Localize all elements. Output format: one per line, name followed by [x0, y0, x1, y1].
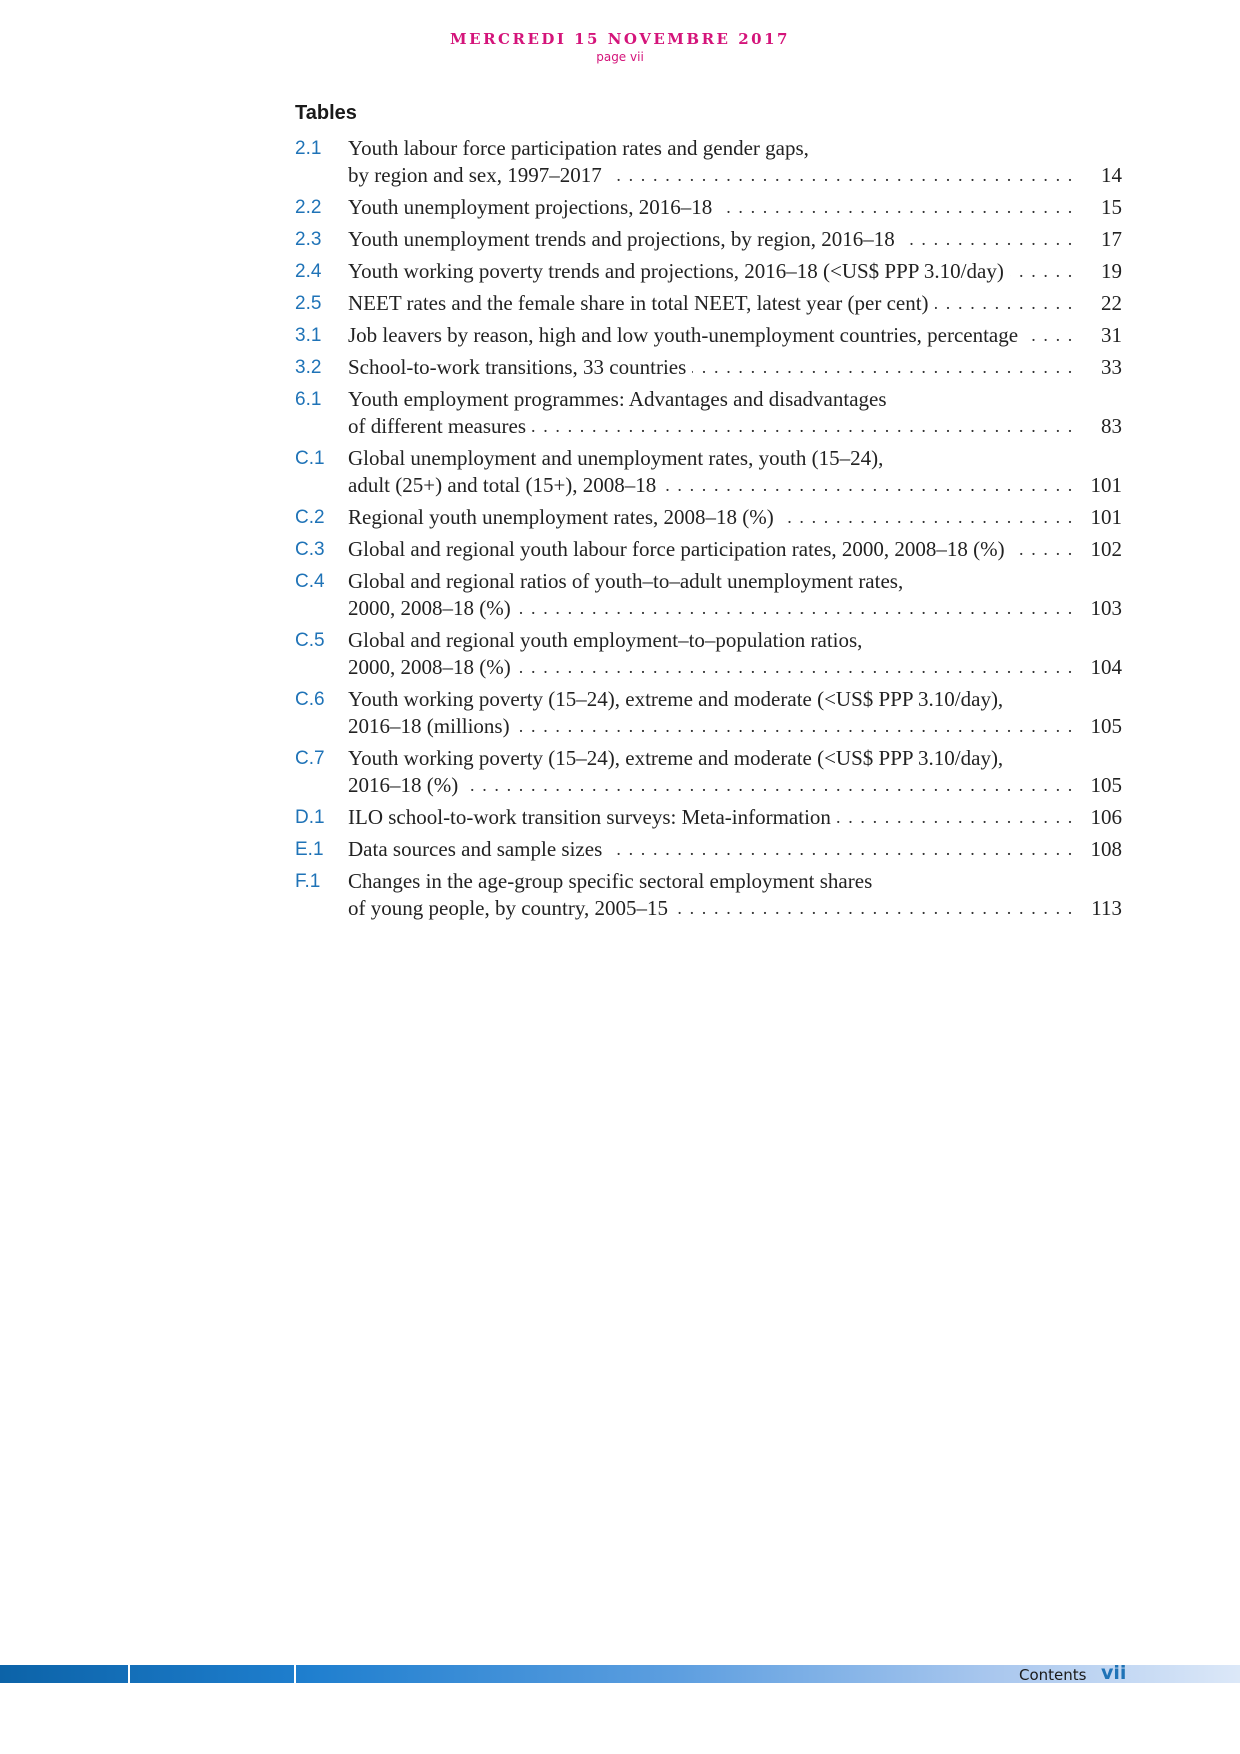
- header-page-number: page vii: [596, 50, 644, 64]
- toc-entry-number: 3.2: [295, 357, 322, 378]
- toc-entry-page: 14: [1101, 163, 1122, 187]
- toc-entry-title-line: 2000, 2008–18 (%): [348, 596, 517, 620]
- toc-entry[interactable]: [295, 836, 1122, 863]
- toc-entry-title-line: adult (25+) and total (15+), 2008–18: [348, 473, 662, 497]
- toc-entry-title-line: Youth employment programmes: Advantages and disadvantages: [348, 387, 887, 411]
- toc-entry-page: 108: [1090, 837, 1122, 861]
- toc-entry-page: 17: [1101, 227, 1122, 251]
- toc-entry-page: 19: [1101, 259, 1122, 283]
- toc-entry-number: C.3: [295, 539, 325, 560]
- toc-entry-page: 83: [1101, 414, 1122, 438]
- toc-entry-title-line: by region and sex, 1997–2017: [348, 163, 608, 187]
- toc-entry-title-line: Global and regional youth labour force participation rates, 2000, 2008–18 (%): [348, 537, 1011, 561]
- toc-entry-title-line: Youth working poverty (15–24), extreme and moderate (<US$ PPP 3.10/day),: [348, 687, 1004, 711]
- toc-entry-title-line: 2016–18 (%): [348, 773, 464, 797]
- toc-entry-title-line: NEET rates and the female share in total NEET, latest year (per cent): [348, 291, 935, 315]
- toc-entry-title-line: Youth unemployment projections, 2016–18: [348, 195, 718, 219]
- toc-entry-page: 103: [1090, 596, 1122, 620]
- toc-entry[interactable]: [295, 322, 1122, 349]
- toc-entry-title-line: School-to-work transitions, 33 countries: [348, 355, 692, 379]
- toc-entry-page: 105: [1090, 773, 1122, 797]
- toc-entry-title-line: Job leavers by reason, high and low youth-unemployment countries, percentage: [348, 323, 1024, 347]
- footer-page-number: vii: [1101, 1662, 1127, 1684]
- toc-entry-page: 106: [1090, 805, 1122, 829]
- toc-entry-page: 101: [1090, 505, 1122, 529]
- toc-entry-number: C.2: [295, 507, 325, 528]
- toc-entry[interactable]: [295, 536, 1122, 563]
- toc-entry-title-line: 2000, 2008–18 (%): [348, 655, 517, 679]
- toc-entry-number: C.6: [295, 689, 325, 710]
- toc-entry-number: 2.2: [295, 197, 322, 218]
- toc-entry-number: C.1: [295, 448, 325, 469]
- toc-entry-number: C.7: [295, 748, 325, 769]
- toc-entry[interactable]: [295, 504, 1122, 531]
- toc-entry-number: C.5: [295, 630, 325, 651]
- toc-entry-number: 3.1: [295, 325, 322, 346]
- toc-entry-page: 33: [1101, 355, 1122, 379]
- footer-bar-divider: [294, 1665, 296, 1683]
- toc-entry-page: 105: [1090, 714, 1122, 738]
- toc-entry-number: E.1: [295, 839, 324, 860]
- toc-entry-number: 2.1: [295, 138, 322, 159]
- toc-entry[interactable]: [295, 258, 1122, 285]
- toc-entry-title-line: of different measures: [348, 414, 532, 438]
- tables-list: [295, 135, 1122, 927]
- toc-entry-number: D.1: [295, 807, 325, 828]
- toc-entry-number: 2.3: [295, 229, 322, 250]
- toc-entry-number: C.4: [295, 571, 325, 592]
- section-title: Tables: [295, 102, 357, 124]
- toc-entry-number: 2.4: [295, 261, 322, 282]
- toc-entry-title-line: Youth labour force participation rates and gender gaps,: [348, 136, 809, 160]
- toc-entry[interactable]: [295, 135, 1122, 189]
- toc-entry-title-line: Global unemployment and unemployment rates, youth (15–24),: [348, 446, 884, 470]
- toc-entry[interactable]: [295, 627, 1122, 681]
- toc-entry-page: 101: [1090, 473, 1122, 497]
- toc-entry[interactable]: [295, 745, 1122, 799]
- toc-entry-title-line: 2016–18 (millions): [348, 714, 516, 738]
- toc-entry-page: 102: [1090, 537, 1122, 561]
- toc-entry[interactable]: [295, 568, 1122, 622]
- toc-entry[interactable]: [295, 804, 1122, 831]
- toc-entry-page: 113: [1091, 896, 1122, 920]
- toc-entry-title-line: Youth working poverty trends and projections, 2016–18 (<US$ PPP 3.10/day): [348, 259, 1010, 283]
- toc-entry-page: 22: [1101, 291, 1122, 315]
- toc-entry[interactable]: [295, 354, 1122, 381]
- toc-entry[interactable]: [295, 445, 1122, 499]
- toc-entry-number: 6.1: [295, 389, 322, 410]
- toc-entry[interactable]: [295, 194, 1122, 221]
- page-header: [0, 30, 1240, 64]
- toc-entry-title-line: Global and regional youth employment–to–population ratios,: [348, 628, 863, 652]
- toc-entry-title-line: Data sources and sample sizes: [348, 837, 608, 861]
- toc-entry-number: F.1: [295, 871, 321, 892]
- toc-entry-title-line: Global and regional ratios of youth–to–adult unemployment rates,: [348, 569, 904, 593]
- toc-entry-title-line: of young people, by country, 2005–15: [348, 896, 674, 920]
- toc-entry-page: 31: [1101, 323, 1122, 347]
- toc-entry-title-line: Changes in the age-group specific sectoral employment shares: [348, 869, 873, 893]
- header-date: MERCREDI 15 NOVEMBRE 2017: [450, 30, 790, 48]
- toc-entry-title-line: Youth working poverty (15–24), extreme and moderate (<US$ PPP 3.10/day),: [348, 746, 1004, 770]
- toc-entry[interactable]: [295, 868, 1122, 922]
- toc-entry-number: 2.5: [295, 293, 322, 314]
- toc-entry-page: 104: [1090, 655, 1122, 679]
- toc-entry[interactable]: [295, 226, 1122, 253]
- footer-bar-divider: [128, 1665, 130, 1683]
- toc-entry[interactable]: [295, 686, 1122, 740]
- toc-entry-title-line: Youth unemployment trends and projections, by region, 2016–18: [348, 227, 901, 251]
- toc-entry-title-line: ILO school-to-work transition surveys: Meta-information: [348, 805, 837, 829]
- toc-entry-title-line: Regional youth unemployment rates, 2008–18 (%): [348, 505, 780, 529]
- toc-entry-page: 15: [1101, 195, 1122, 219]
- toc-entry[interactable]: [295, 386, 1122, 440]
- toc-entry[interactable]: [295, 290, 1122, 317]
- footer-label: Contents: [1019, 1666, 1087, 1684]
